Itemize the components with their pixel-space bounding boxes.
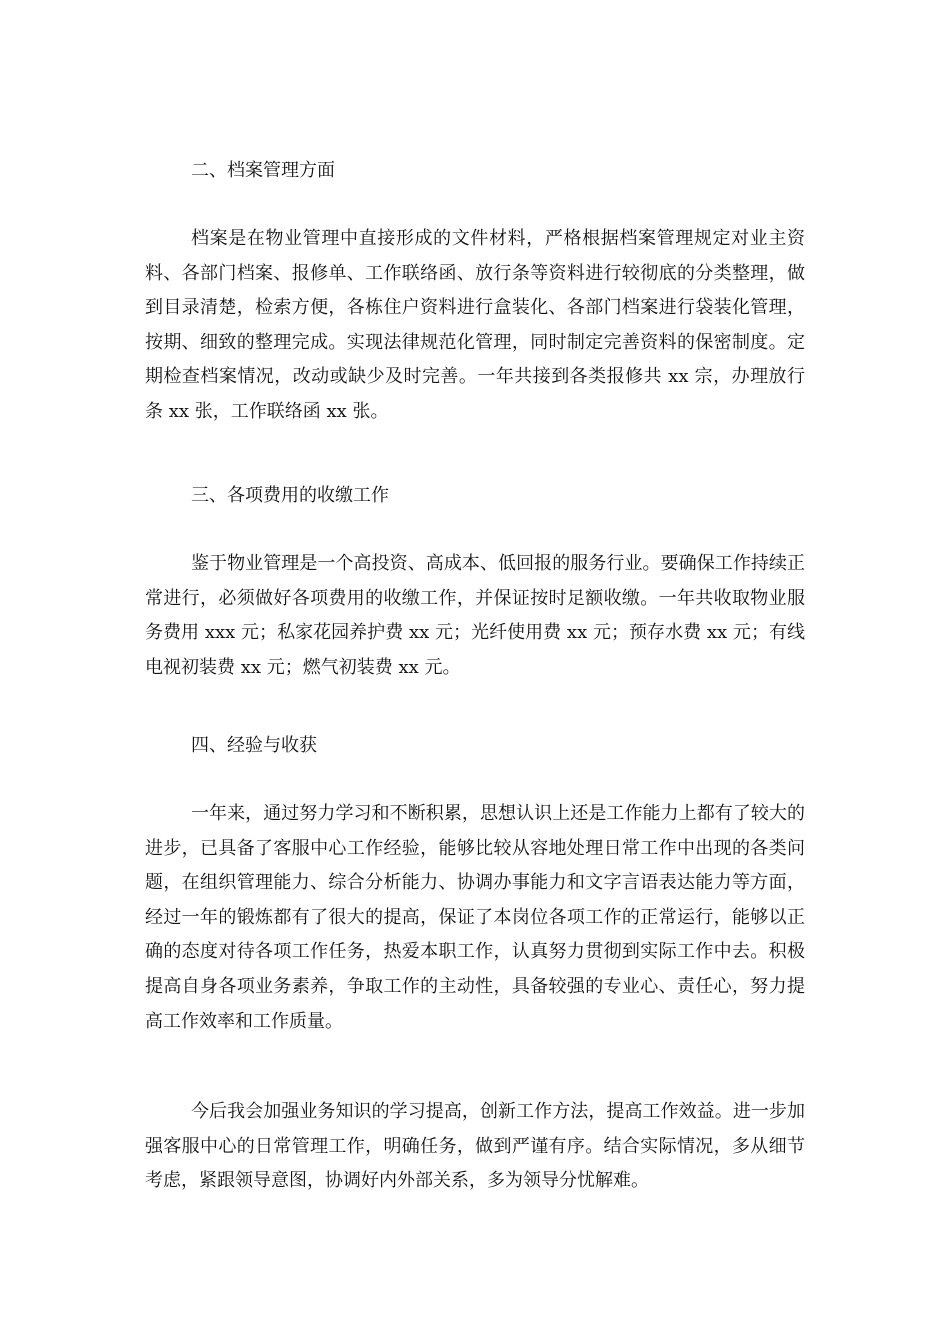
section-heading-fees: 三、各项费用的收缴工作 bbox=[191, 485, 389, 506]
section-heading-archives: 二、档案管理方面 bbox=[191, 160, 335, 181]
experience-paragraph: 一年来，通过努力学习和不断积累，思想认识上还是工作能力上都有了较大的进步，已具备了客服中心工作经验，能够比较从容地处理日常工作中出现的各类问题，在组织管理能力、综合分析能力、协调办事能力和文字言语表达能力等方面，经过一年的锻炼都有了很大的提高，保证了本岗位各项工作的正常运行，能够以正确的态度对待各项工作任务，热爱本职工作，认真努力贯彻到实际工作中去。积极提高自身各项业务素养，争取工作的主动性，具备较强的专业心、责任心，努力提高工作效率和工作质量。 bbox=[145, 803, 805, 1032]
section-heading-experience: 四、经验与收获 bbox=[191, 735, 317, 756]
fees-paragraph: 鉴于物业管理是一个高投资、高成本、低回报的服务行业。要确保工作持续正常进行，必须做好各项费用的收缴工作，并保证按时足额收缴。一年共收取物业服务费用 xxx 元；私家花园养护费 xx 元；光纤使用费 xx 元；预存水费 xx 元；有线电视初装费 xx 元；燃气初装费 xx 元。 bbox=[145, 553, 805, 678]
future-plans-paragraph: 今后我会加强业务知识的学习提高，创新工作方法，提高工作效益。进一步加强客服中心的日常管理工作，明确任务，做到严谨有序。结合实际情况，多从细节考虑，紧跟领导意图，协调好内外部关系，多为领导分忧解难。 bbox=[145, 1101, 805, 1192]
archives-paragraph: 档案是在物业管理中直接形成的文件材料，严格根据档案管理规定对业主资料、各部门档案、报修单、工作联络函、放行条等资料进行较彻底的分类整理，做到目录清楚，检索方便，各栋住户资料进行盒装化、各部门档案进行袋装化管理，按期、细致的整理完成。实现法律规范化管理，同时制定完善资料的保密制度。定期检查档案情况，改动或缺少及时完善。一年共接到各类报修共 xx 宗，办理放行条 xx 张，工作联络函 xx 张。 bbox=[145, 228, 805, 422]
